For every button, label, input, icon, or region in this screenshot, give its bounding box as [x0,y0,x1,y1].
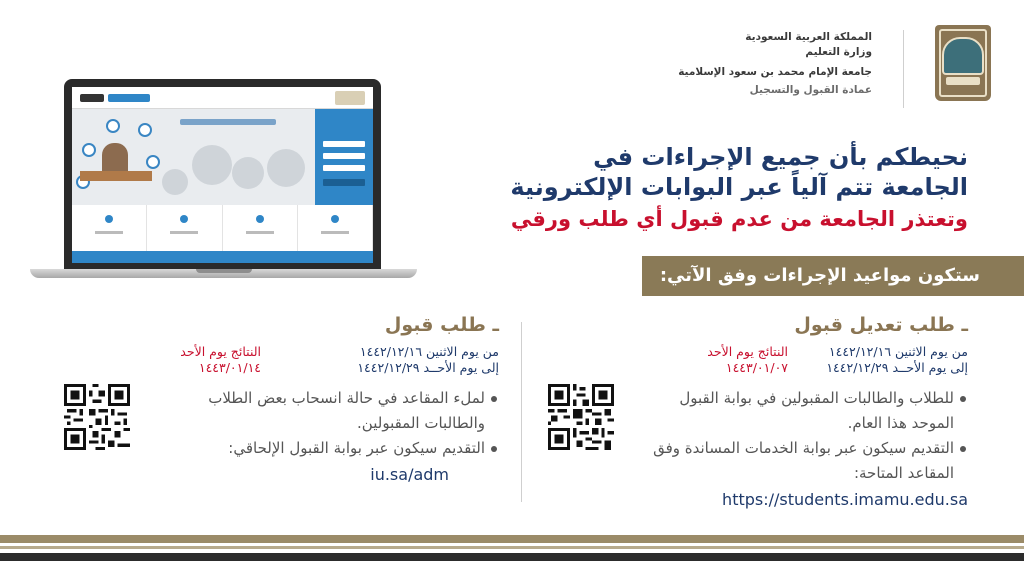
modify-admission-section [648,312,968,512]
dates-block [648,344,968,378]
header-text [612,30,872,98]
portal-footer [72,251,373,263]
bullet-list [164,386,499,487]
headline-line-1: نحيطكم بأن جميع الإجراءات في [593,143,968,171]
column-divider [521,322,522,502]
start-date: من يوم الاثنين ١٤٤٢/١٢/١٦ [828,344,968,359]
kingdom-name: المملكة العربية السعودية [745,31,872,43]
section-title: ـ طلب قبول [384,314,499,336]
list-item: لملء المقاعد في حالة انسحاب بعض الطلاب والطالبات المقبولين. [164,386,499,436]
header-divider [903,30,904,108]
footer-stripe [0,563,1024,576]
footer-stripe [0,553,1024,561]
portal-desk-illustration [80,171,152,181]
laptop-screen [72,87,373,263]
start-date: من يوم الاثنين ١٤٤٢/١٢/١٦ [359,344,499,359]
students-portal-link[interactable]: https://students.imamu.edu.sa [722,490,968,509]
portal-topbar [72,87,373,109]
dates-block [164,344,499,378]
qr-code-students-icon [548,384,614,450]
qr-code-admission-icon [64,384,130,450]
deanship-name: عمادة القبول والتسجيل [749,84,872,96]
qr-code-icon[interactable] [548,384,614,450]
laptop-notch [196,269,252,273]
list-item: للطلاب والطالبات المقبولين في بوابة القبول الموحد هذا العام. [648,386,968,436]
bullet-list [648,386,968,512]
portal-tiles [72,205,373,251]
section-title: ـ طلب تعديل قبول [794,314,968,336]
results-date: ١٤٤٣/٠١/٠٧ [725,360,788,375]
schedule-banner [642,256,1024,296]
footer-stripe [0,546,1024,549]
schedule-banner-text: ستكون مواعيد الإجراءات وفق الآتي: [659,265,980,286]
results-label: النتائج يوم الأحد [707,344,788,359]
portal-person-illustration [102,143,128,173]
admission-request-section [164,312,499,487]
headline-line-2: الجامعة تتم آلياً عبر البوابات الإلكترونية [510,173,968,201]
list-item: التقديم سيكون عبر بوابة الخدمات المساندة وفق المقاعد المتاحة: [648,436,968,486]
ministry-name: وزارة التعليم [805,46,872,58]
results-date: ١٤٤٣/٠١/١٤ [198,360,261,375]
university-logo-icon [935,25,991,101]
admission-portal-link[interactable]: iu.sa/adm [370,465,449,484]
headline-apology: وتعتذر الجامعة من عدم قبول أي طلب ورقي [510,207,968,231]
footer-stripe [0,535,1024,543]
end-date: إلى يوم الأحــد ١٤٤٢/١٢/٢٩ [826,360,968,375]
headline [498,142,968,234]
results-label: النتائج يوم الأحد [180,344,261,359]
portal-login-panel [315,109,373,205]
end-date: إلى يوم الأحــد ١٤٤٢/١٢/٢٩ [357,360,499,375]
list-item: التقديم سيكون عبر بوابة القبول الإلحاقي: [164,436,499,461]
qr-code-icon[interactable] [64,384,130,450]
university-name: جامعة الإمام محمد بن سعود الإسلامية [678,66,872,78]
